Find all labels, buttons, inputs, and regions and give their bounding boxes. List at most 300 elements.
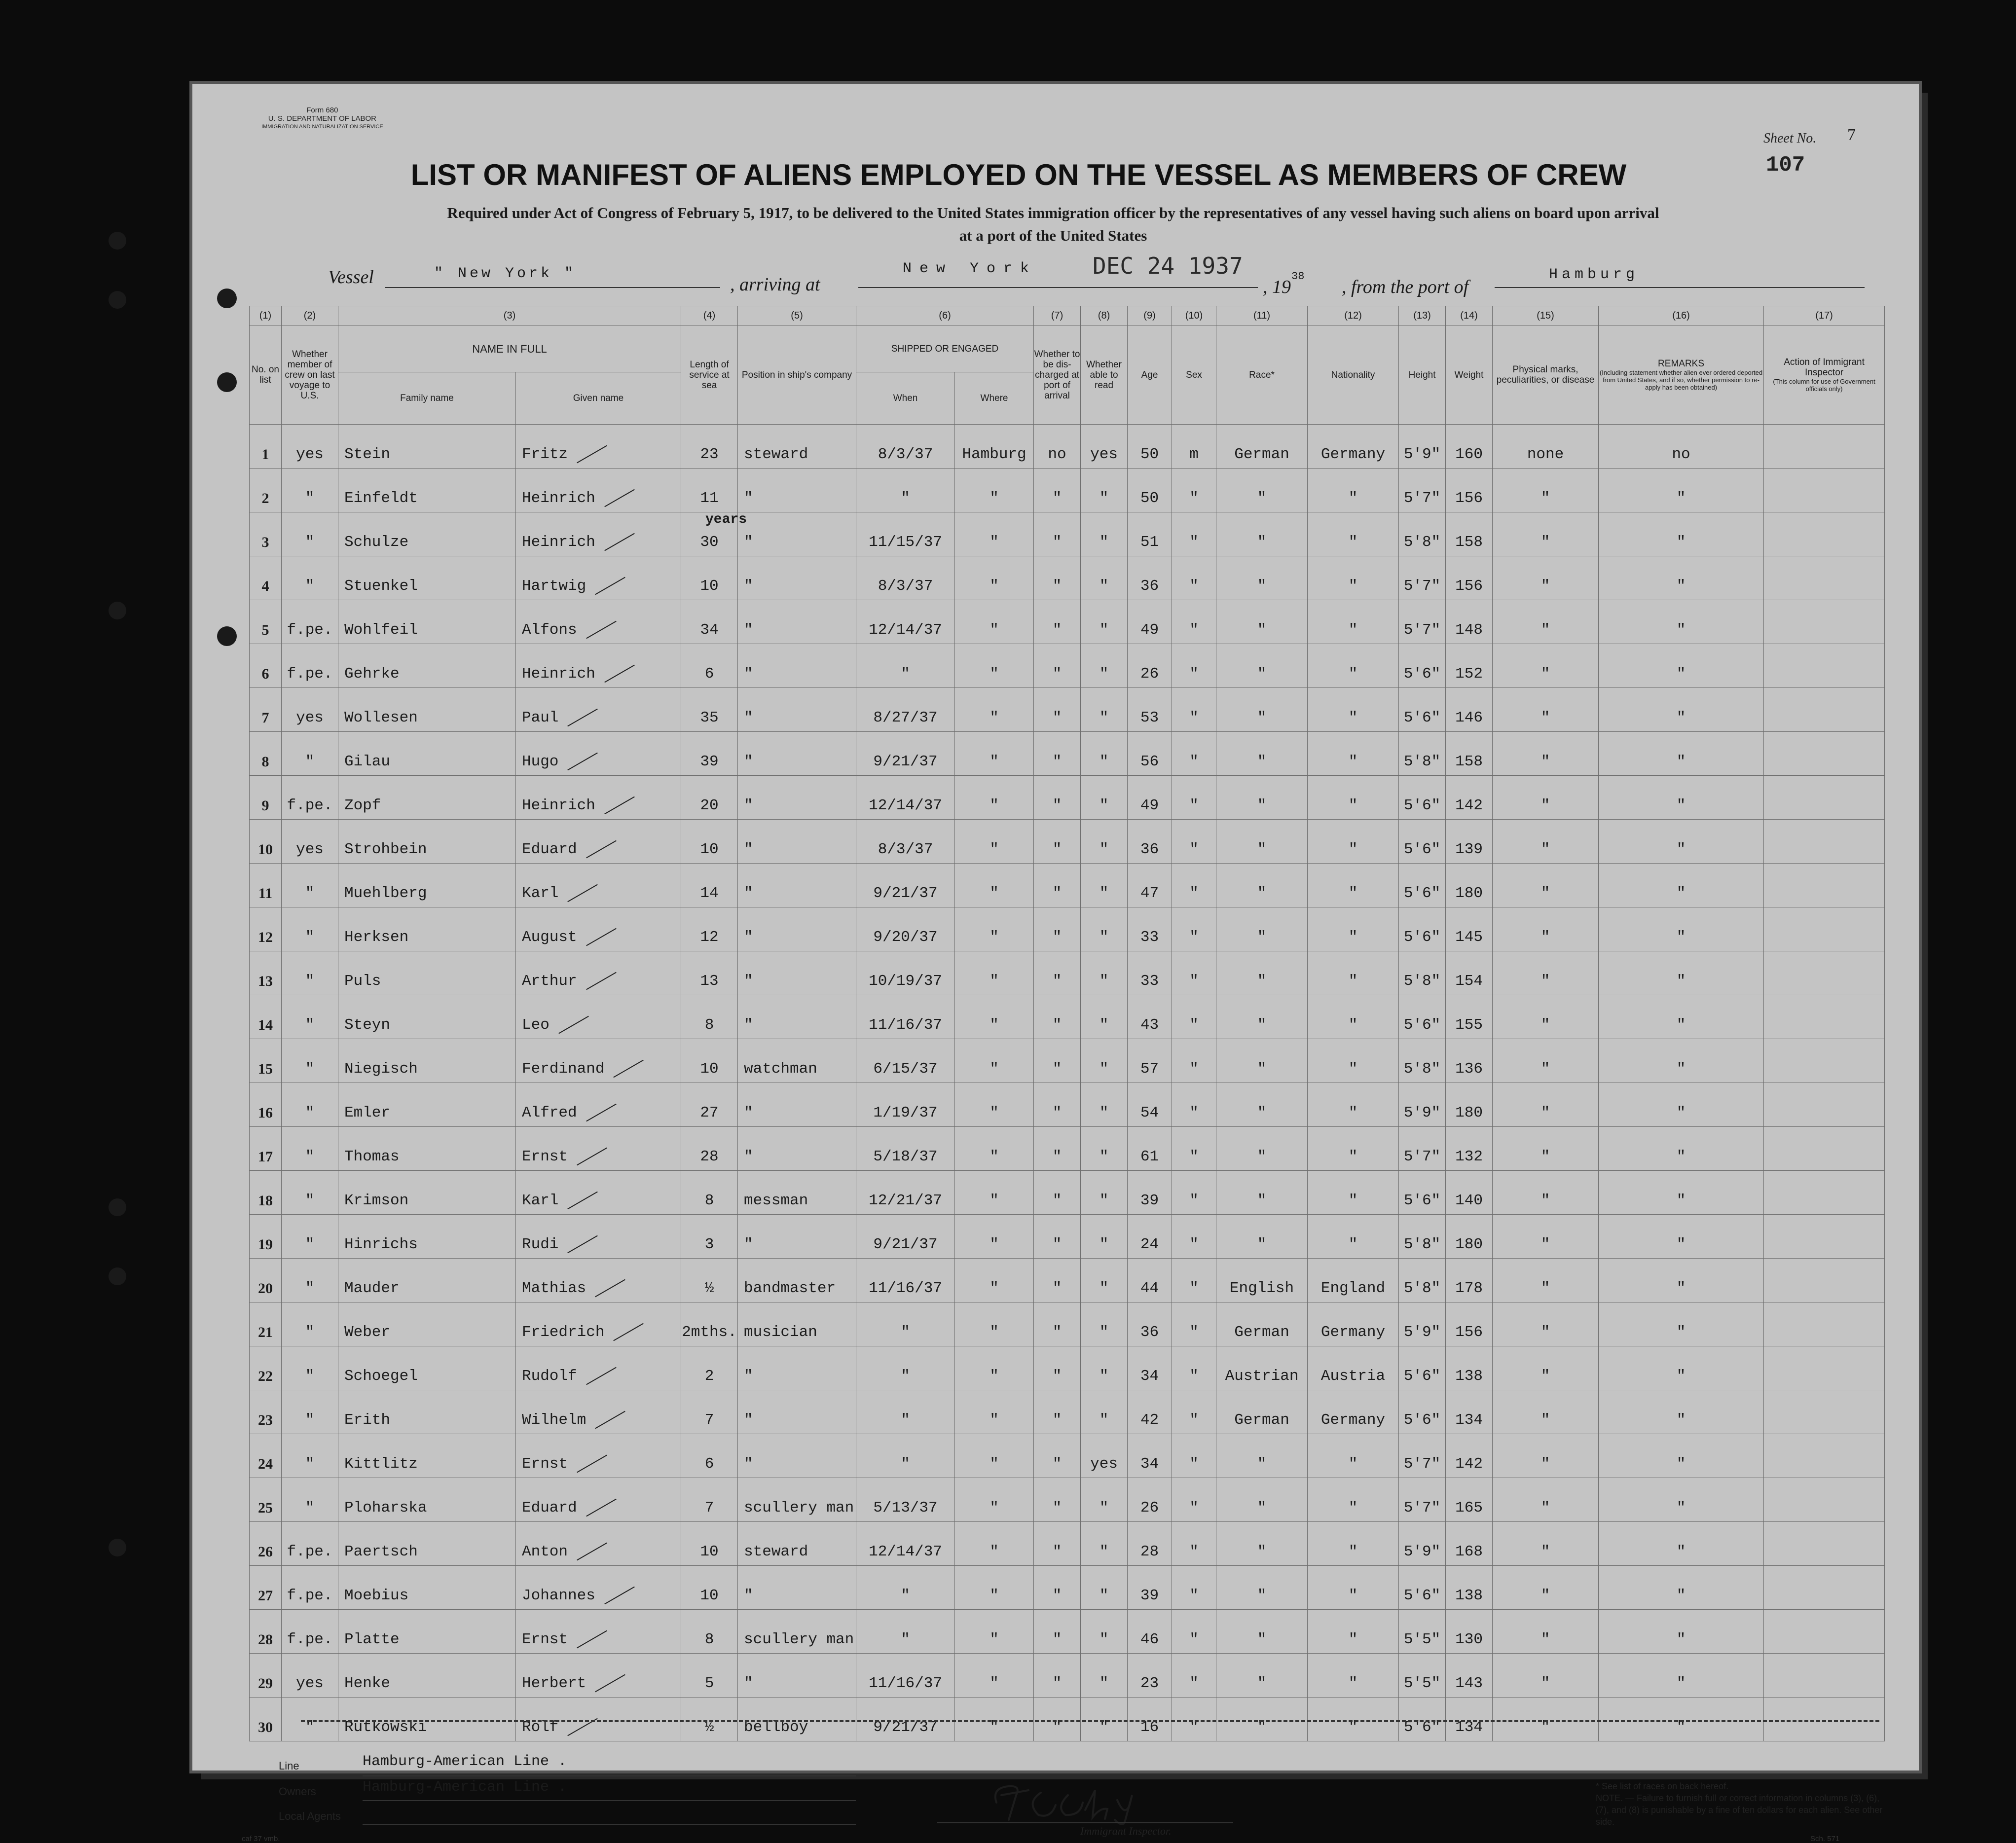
weight-text: 152 bbox=[1455, 665, 1483, 683]
height-text: 5'8" bbox=[1403, 1236, 1441, 1253]
service: IMMIGRATION AND NATURALIZATION SERVICE bbox=[261, 124, 383, 130]
cell-race bbox=[1216, 1654, 1308, 1698]
cell-age bbox=[1128, 512, 1172, 556]
given-name-text: Heinrich bbox=[522, 534, 595, 551]
sex-text: " bbox=[1189, 841, 1199, 858]
col-number: (13) bbox=[1399, 306, 1446, 325]
cell-length-of-service bbox=[681, 1610, 738, 1654]
race-text: " bbox=[1257, 973, 1267, 990]
nationality-text: " bbox=[1348, 1543, 1358, 1560]
cell-given-name bbox=[516, 1259, 681, 1302]
cell-family-name bbox=[338, 1215, 516, 1259]
shipped-where-text: " bbox=[990, 797, 999, 814]
cell-given-name bbox=[516, 864, 681, 907]
cell-shipped-where bbox=[955, 1390, 1034, 1434]
row-number-text: 23 bbox=[258, 1412, 273, 1428]
age-text: 51 bbox=[1140, 534, 1159, 551]
cell-shipped-where bbox=[955, 1259, 1034, 1302]
cell-able-to-read bbox=[1081, 644, 1128, 688]
cell-row-number bbox=[250, 1434, 282, 1478]
table-row bbox=[250, 1698, 1885, 1741]
punch-hole bbox=[217, 289, 237, 308]
height-text: 5'6" bbox=[1403, 1411, 1441, 1429]
height-text: 5'6" bbox=[1403, 797, 1441, 814]
race-text: " bbox=[1257, 709, 1267, 726]
family-name-text: Niegisch bbox=[344, 1060, 418, 1078]
position-text: messman bbox=[744, 1192, 808, 1209]
remarks-text: " bbox=[1676, 1455, 1686, 1473]
cell-race bbox=[1216, 1522, 1308, 1566]
physical-marks-text: " bbox=[1540, 797, 1550, 814]
cell-given-name bbox=[516, 1566, 681, 1610]
cell-position bbox=[738, 1566, 856, 1610]
cell-physical-marks bbox=[1493, 820, 1599, 864]
cell-position bbox=[738, 995, 856, 1039]
cell-nationality bbox=[1308, 688, 1399, 732]
cell-race bbox=[1216, 1566, 1308, 1610]
table-row bbox=[250, 1478, 1885, 1522]
height-text: 5'6" bbox=[1403, 1368, 1441, 1385]
cell-sex bbox=[1172, 864, 1216, 907]
position-text: " bbox=[744, 753, 753, 770]
cell-remarks bbox=[1599, 1566, 1764, 1610]
race-text: " bbox=[1257, 578, 1267, 595]
cell-family-name bbox=[338, 820, 516, 864]
cell-position bbox=[738, 1346, 856, 1390]
cell-race bbox=[1216, 820, 1308, 864]
cell-row-number bbox=[250, 820, 282, 864]
form-number: Form 680 bbox=[306, 106, 338, 114]
length-of-service-text: 10 bbox=[700, 841, 719, 858]
row-number-text: 11 bbox=[258, 885, 273, 902]
cell-shipped-when bbox=[856, 1434, 955, 1478]
cell-position bbox=[738, 688, 856, 732]
cell-shipped-where bbox=[955, 1127, 1034, 1171]
family-name-text: Paertsch bbox=[344, 1543, 418, 1560]
cell-shipped-when bbox=[856, 907, 955, 951]
physical-marks-text: " bbox=[1540, 1719, 1550, 1736]
height-text: 5'6" bbox=[1403, 841, 1441, 858]
cell-member-last-voyage bbox=[282, 776, 338, 820]
row-number-text: 9 bbox=[261, 797, 269, 814]
cell-action bbox=[1764, 688, 1885, 732]
nationality-text: " bbox=[1348, 1060, 1358, 1078]
sex-text: " bbox=[1189, 1499, 1199, 1517]
shipped-where-text: " bbox=[990, 1016, 999, 1034]
shipped-where-text: " bbox=[990, 665, 999, 683]
cell-member-last-voyage bbox=[282, 512, 338, 556]
cell-nationality bbox=[1308, 1039, 1399, 1083]
cell-sex bbox=[1172, 644, 1216, 688]
family-name-text: Schulze bbox=[344, 534, 409, 551]
cell-row-number bbox=[250, 864, 282, 907]
physical-marks-text: " bbox=[1540, 885, 1550, 902]
member-last-voyage-text: " bbox=[305, 1455, 315, 1473]
end-of-list-line bbox=[301, 1720, 1879, 1722]
cell-weight bbox=[1446, 1698, 1493, 1741]
nationality-text: " bbox=[1348, 973, 1358, 990]
family-name-text: Erith bbox=[344, 1411, 391, 1429]
cell-action bbox=[1764, 820, 1885, 864]
remarks-text: " bbox=[1676, 490, 1686, 507]
cell-race bbox=[1216, 951, 1308, 995]
cell-shipped-where bbox=[955, 995, 1034, 1039]
cell-family-name bbox=[338, 1259, 516, 1302]
member-last-voyage-text: " bbox=[305, 1499, 315, 1517]
height-text: 5'6" bbox=[1403, 1016, 1441, 1034]
cell-sex bbox=[1172, 1390, 1216, 1434]
cell-race bbox=[1216, 1346, 1308, 1390]
member-last-voyage-text: " bbox=[305, 578, 315, 595]
cell-shipped-where bbox=[955, 1171, 1034, 1215]
height-text: 5'7" bbox=[1403, 578, 1441, 595]
cell-row-number bbox=[250, 1698, 282, 1741]
cell-position bbox=[738, 1478, 856, 1522]
cell-nationality bbox=[1308, 995, 1399, 1039]
cell-given-name bbox=[516, 1434, 681, 1478]
cell-shipped-where bbox=[955, 688, 1034, 732]
position-text: " bbox=[744, 1411, 753, 1429]
given-name-text: Ernst bbox=[522, 1455, 568, 1473]
row-number-text: 15 bbox=[258, 1061, 273, 1077]
shipped-where-text: " bbox=[990, 490, 999, 507]
able-to-read-text: " bbox=[1099, 1587, 1109, 1604]
check-mark-icon bbox=[614, 1059, 644, 1078]
cell-position bbox=[738, 512, 856, 556]
cell-to-be-discharged bbox=[1034, 512, 1081, 556]
cell-sex bbox=[1172, 1698, 1216, 1741]
shipped-when-text: 11/16/37 bbox=[869, 1016, 942, 1034]
cell-weight bbox=[1446, 1390, 1493, 1434]
given-name-text: Rudolf bbox=[522, 1368, 577, 1385]
member-last-voyage-text: yes bbox=[296, 1675, 324, 1692]
cell-able-to-read bbox=[1081, 951, 1128, 995]
cell-action bbox=[1764, 512, 1885, 556]
cell-shipped-when bbox=[856, 1127, 955, 1171]
shipped-when-text: 11/16/37 bbox=[869, 1280, 942, 1297]
nationality-text: England bbox=[1320, 1280, 1386, 1297]
cell-nationality bbox=[1308, 1302, 1399, 1346]
shipped-when-text: " bbox=[901, 665, 910, 683]
cell-physical-marks bbox=[1493, 1083, 1599, 1127]
cell-member-last-voyage bbox=[282, 556, 338, 600]
cell-sex bbox=[1172, 1346, 1216, 1390]
member-last-voyage-text: " bbox=[305, 1719, 315, 1736]
cell-sex bbox=[1172, 1171, 1216, 1215]
position-text: " bbox=[744, 1104, 753, 1121]
cell-given-name bbox=[516, 1346, 681, 1390]
cell-given-name bbox=[516, 1522, 681, 1566]
cell-to-be-discharged bbox=[1034, 1215, 1081, 1259]
physical-marks-text: " bbox=[1540, 1455, 1550, 1473]
cell-row-number bbox=[250, 907, 282, 951]
cell-weight bbox=[1446, 1039, 1493, 1083]
table-row bbox=[250, 1654, 1885, 1698]
cell-race bbox=[1216, 688, 1308, 732]
cell-row-number bbox=[250, 732, 282, 776]
shipped-where-text: Hamburg bbox=[962, 446, 1026, 463]
cell-physical-marks bbox=[1493, 600, 1599, 644]
able-to-read-text: " bbox=[1099, 709, 1109, 726]
physical-marks-text: " bbox=[1540, 490, 1550, 507]
cell-shipped-when bbox=[856, 1698, 955, 1741]
cell-given-name bbox=[516, 1083, 681, 1127]
cell-able-to-read bbox=[1081, 1654, 1128, 1698]
check-mark-icon bbox=[577, 1147, 607, 1165]
col-number: (17) bbox=[1764, 306, 1885, 325]
cell-length-of-service bbox=[681, 1654, 738, 1698]
table-row bbox=[250, 469, 1885, 512]
cell-race bbox=[1216, 1610, 1308, 1654]
cell-position bbox=[738, 1522, 856, 1566]
member-last-voyage-text: " bbox=[305, 1236, 315, 1253]
col-number: (12) bbox=[1308, 306, 1399, 325]
length-of-service-text: 8 bbox=[704, 1016, 714, 1034]
row-number-text: 22 bbox=[258, 1368, 273, 1384]
age-text: 47 bbox=[1140, 885, 1159, 902]
cell-action bbox=[1764, 732, 1885, 776]
cell-length-of-service bbox=[681, 556, 738, 600]
family-name-text: Einfeldt bbox=[344, 490, 418, 507]
weight-text: 136 bbox=[1455, 1060, 1483, 1078]
cell-height bbox=[1399, 1390, 1446, 1434]
arriving-port: New York bbox=[903, 260, 1037, 277]
sex-text: " bbox=[1189, 578, 1199, 595]
cell-height bbox=[1399, 1522, 1446, 1566]
remarks-text: " bbox=[1676, 1411, 1686, 1429]
year-value: 38 bbox=[1291, 270, 1305, 283]
physical-marks-text: " bbox=[1540, 1675, 1550, 1692]
row-number-text: 8 bbox=[261, 754, 269, 770]
cell-age bbox=[1128, 1390, 1172, 1434]
cell-member-last-voyage bbox=[282, 951, 338, 995]
length-of-service-text: 3 bbox=[704, 1236, 714, 1253]
cell-weight bbox=[1446, 1566, 1493, 1610]
able-to-read-text: yes bbox=[1090, 446, 1118, 463]
cell-given-name bbox=[516, 512, 681, 556]
member-last-voyage-text: " bbox=[305, 753, 315, 770]
row-number-text: 29 bbox=[258, 1675, 273, 1692]
cell-to-be-discharged bbox=[1034, 1698, 1081, 1741]
cell-action bbox=[1764, 1522, 1885, 1566]
race-text: " bbox=[1257, 490, 1267, 507]
cell-age bbox=[1128, 1127, 1172, 1171]
cell-remarks bbox=[1599, 1302, 1764, 1346]
page-title: LIST OR MANIFEST OF ALIENS EMPLOYED ON THE VESSEL AS MEMBERS OF CREW bbox=[410, 158, 1627, 191]
cell-to-be-discharged bbox=[1034, 1522, 1081, 1566]
header-position: Position in ship's company bbox=[738, 325, 856, 425]
member-last-voyage-text: " bbox=[305, 534, 315, 551]
cell-height bbox=[1399, 425, 1446, 469]
length-of-service-text: 6 bbox=[704, 1455, 714, 1473]
cell-row-number bbox=[250, 1478, 282, 1522]
age-text: 57 bbox=[1140, 1060, 1159, 1078]
row-number-text: 24 bbox=[258, 1456, 273, 1472]
cell-sex bbox=[1172, 820, 1216, 864]
family-name-text: Schoegel bbox=[344, 1368, 418, 1385]
cell-sex bbox=[1172, 1259, 1216, 1302]
race-text: " bbox=[1257, 885, 1267, 902]
age-text: 61 bbox=[1140, 1148, 1159, 1165]
cell-sex bbox=[1172, 1083, 1216, 1127]
cell-nationality bbox=[1308, 907, 1399, 951]
length-of-service-text: 11 bbox=[700, 490, 719, 507]
given-name-text: Ernst bbox=[522, 1631, 568, 1648]
cell-given-name bbox=[516, 1215, 681, 1259]
sheet-number-stamp: 107 bbox=[1766, 153, 1805, 178]
cell-able-to-read bbox=[1081, 688, 1128, 732]
cell-age bbox=[1128, 776, 1172, 820]
cell-length-of-service bbox=[681, 512, 738, 556]
table-row bbox=[250, 1346, 1885, 1390]
cell-height bbox=[1399, 688, 1446, 732]
check-mark-icon bbox=[604, 489, 635, 507]
cell-height bbox=[1399, 644, 1446, 688]
cell-member-last-voyage bbox=[282, 820, 338, 864]
table-row bbox=[250, 644, 1885, 688]
cell-weight bbox=[1446, 556, 1493, 600]
cell-family-name bbox=[338, 864, 516, 907]
cell-length-of-service bbox=[681, 1215, 738, 1259]
cell-height bbox=[1399, 1478, 1446, 1522]
cell-member-last-voyage bbox=[282, 907, 338, 951]
shipped-where-text: " bbox=[990, 1104, 999, 1121]
cell-action bbox=[1764, 1171, 1885, 1215]
cell-member-last-voyage bbox=[282, 1698, 338, 1741]
cell-sex bbox=[1172, 600, 1216, 644]
age-text: 36 bbox=[1140, 1324, 1159, 1341]
weight-text: 178 bbox=[1455, 1280, 1483, 1297]
family-name-text: Gilau bbox=[344, 753, 391, 770]
cell-row-number bbox=[250, 600, 282, 644]
nationality-text: Germany bbox=[1320, 1411, 1386, 1429]
cell-row-number bbox=[250, 1039, 282, 1083]
col-number: (9) bbox=[1128, 306, 1172, 325]
given-name-text: Ferdinand bbox=[522, 1060, 605, 1078]
physical-marks-text: " bbox=[1540, 621, 1550, 639]
cell-length-of-service bbox=[681, 1698, 738, 1741]
physical-marks-text: " bbox=[1540, 709, 1550, 726]
race-text: " bbox=[1257, 1148, 1267, 1165]
shipped-where-text: " bbox=[990, 1368, 999, 1385]
table-row bbox=[250, 556, 1885, 600]
given-name-text: Karl bbox=[522, 885, 559, 902]
cell-nationality bbox=[1308, 820, 1399, 864]
cell-to-be-discharged bbox=[1034, 644, 1081, 688]
physical-marks-text: " bbox=[1540, 1016, 1550, 1034]
punch-hole bbox=[217, 372, 237, 392]
cell-age bbox=[1128, 995, 1172, 1039]
cell-family-name bbox=[338, 951, 516, 995]
to-be-discharged-text: " bbox=[1052, 885, 1062, 902]
length-of-service-text: 12 bbox=[700, 929, 719, 946]
cell-remarks bbox=[1599, 1390, 1764, 1434]
shipped-where-text: " bbox=[990, 753, 999, 770]
position-text: " bbox=[744, 973, 753, 990]
row-number-text: 30 bbox=[258, 1719, 273, 1735]
position-text: " bbox=[744, 621, 753, 639]
cell-length-of-service bbox=[681, 644, 738, 688]
cell-member-last-voyage bbox=[282, 1522, 338, 1566]
race-text: " bbox=[1257, 1104, 1267, 1121]
family-name-text: Weber bbox=[344, 1324, 391, 1341]
cell-physical-marks bbox=[1493, 1215, 1599, 1259]
cell-sex bbox=[1172, 1039, 1216, 1083]
able-to-read-text: " bbox=[1099, 1499, 1109, 1517]
cell-height bbox=[1399, 907, 1446, 951]
cell-nationality bbox=[1308, 1215, 1399, 1259]
header-where: Where bbox=[955, 372, 1034, 425]
given-name-text: Johannes bbox=[522, 1587, 595, 1604]
shipped-where-text: " bbox=[990, 534, 999, 551]
physical-marks-text: " bbox=[1540, 1324, 1550, 1341]
remarks-text: " bbox=[1676, 1719, 1686, 1736]
to-be-discharged-text: " bbox=[1052, 841, 1062, 858]
row-number-text: 3 bbox=[261, 534, 269, 550]
physical-marks-text: none bbox=[1527, 446, 1564, 463]
cell-sex bbox=[1172, 1127, 1216, 1171]
shipped-where-text: " bbox=[990, 1719, 999, 1736]
nationality-text: " bbox=[1348, 797, 1358, 814]
table-row bbox=[250, 600, 1885, 644]
cell-to-be-discharged bbox=[1034, 1039, 1081, 1083]
cell-given-name bbox=[516, 776, 681, 820]
position-text: " bbox=[744, 1148, 753, 1165]
col-number: (2) bbox=[282, 306, 338, 325]
remarks-text: " bbox=[1676, 1631, 1686, 1648]
shipped-where-text: " bbox=[990, 929, 999, 946]
given-name-text: Eduard bbox=[522, 1499, 577, 1517]
cell-physical-marks bbox=[1493, 732, 1599, 776]
cell-given-name bbox=[516, 1302, 681, 1346]
cell-height bbox=[1399, 1127, 1446, 1171]
cell-given-name bbox=[516, 907, 681, 951]
cell-position bbox=[738, 1083, 856, 1127]
weight-text: 138 bbox=[1455, 1587, 1483, 1604]
sex-text: " bbox=[1189, 929, 1199, 946]
cell-remarks bbox=[1599, 1171, 1764, 1215]
underline bbox=[385, 287, 720, 288]
family-name-text: Emler bbox=[344, 1104, 391, 1121]
nationality-text: " bbox=[1348, 621, 1358, 639]
length-of-service-text: 35 bbox=[700, 709, 719, 726]
weight-text: 180 bbox=[1455, 1104, 1483, 1121]
shipped-where-text: " bbox=[990, 1148, 999, 1165]
from-port-label: , from the port of bbox=[1342, 277, 1469, 297]
header-sex: Sex bbox=[1172, 325, 1216, 425]
member-last-voyage-text: " bbox=[305, 973, 315, 990]
to-be-discharged-text: " bbox=[1052, 1455, 1062, 1473]
height-text: 5'7" bbox=[1403, 490, 1441, 507]
to-be-discharged-text: " bbox=[1052, 1719, 1062, 1736]
cell-race bbox=[1216, 864, 1308, 907]
race-text: " bbox=[1257, 1060, 1267, 1078]
cell-family-name bbox=[338, 600, 516, 644]
shipped-where-text: " bbox=[990, 885, 999, 902]
nationality-text: " bbox=[1348, 1148, 1358, 1165]
age-text: 34 bbox=[1140, 1368, 1159, 1385]
race-text: " bbox=[1257, 1499, 1267, 1517]
row-number-text: 6 bbox=[261, 666, 269, 682]
cell-family-name bbox=[338, 1434, 516, 1478]
cell-given-name bbox=[516, 820, 681, 864]
cell-row-number bbox=[250, 995, 282, 1039]
length-of-service-text: 27 bbox=[700, 1104, 719, 1121]
cell-weight bbox=[1446, 644, 1493, 688]
cell-row-number bbox=[250, 425, 282, 469]
weight-text: 156 bbox=[1455, 1324, 1483, 1341]
cell-position bbox=[738, 864, 856, 907]
